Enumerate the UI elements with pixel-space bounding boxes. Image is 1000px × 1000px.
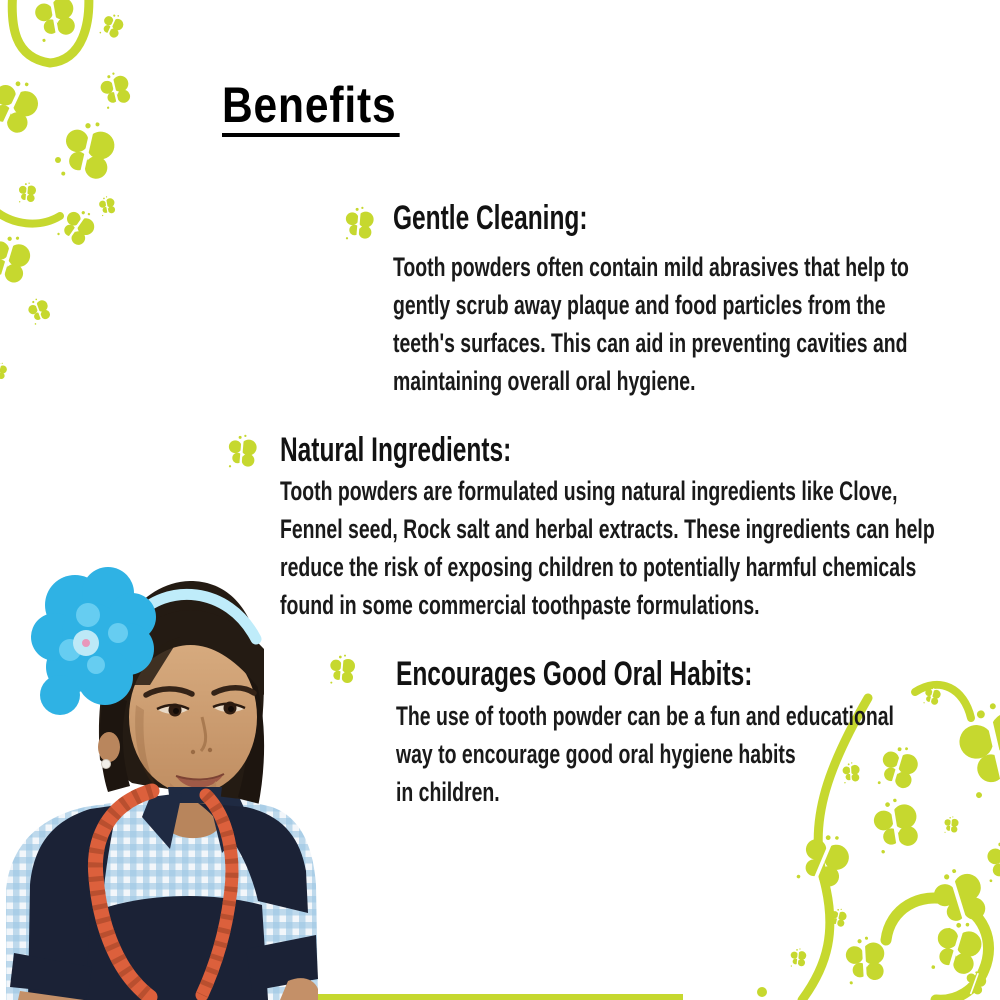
benefit-text-line: gently scrub away plaque and food particles from the bbox=[393, 290, 886, 320]
benefit-text-line: teeth's surfaces. This can aid in preventing cavities and bbox=[393, 328, 908, 358]
butterfly-icon bbox=[325, 654, 359, 686]
benefit-text-line: Tooth powders often contain mild abrasives that help to bbox=[393, 252, 909, 282]
benefit-section-oral-habits bbox=[396, 656, 894, 811]
benefit-text-line: in children. bbox=[396, 777, 500, 807]
floral-decoration-top-left bbox=[0, 0, 170, 400]
child-photo bbox=[0, 545, 330, 1000]
butterfly-icon bbox=[341, 206, 377, 242]
butterfly-icon bbox=[222, 434, 262, 470]
benefit-text-line: Tooth powders are formulated using natural ingredients like Clove, bbox=[280, 476, 898, 506]
benefit-text-line: maintaining overall oral hygiene. bbox=[393, 366, 696, 396]
bottom-green-strip bbox=[306, 994, 683, 1000]
page-title-block bbox=[222, 77, 431, 137]
benefit-text-line: found in some commercial toothpaste formulations. bbox=[280, 590, 760, 620]
benefit-text-line: reduce the risk of exposing children to potentially harmful chemicals bbox=[280, 552, 917, 582]
benefit-heading: Encourages Good Oral Habits: bbox=[396, 655, 753, 693]
benefit-text-line: Fennel seed, Rock salt and herbal extracts. These ingredients can help bbox=[280, 514, 935, 544]
benefit-text-line: The use of tooth powder can be a fun and educational bbox=[396, 701, 894, 731]
benefit-heading: Gentle Cleaning: bbox=[393, 199, 588, 237]
page-title: Benefits bbox=[222, 80, 400, 137]
benefit-text-line: way to encourage good oral hygiene habits bbox=[396, 739, 796, 769]
benefit-heading: Natural Ingredients: bbox=[280, 431, 512, 469]
benefit-section-natural-ingredients bbox=[280, 432, 935, 624]
benefit-section-gentle-cleaning bbox=[393, 200, 909, 400]
